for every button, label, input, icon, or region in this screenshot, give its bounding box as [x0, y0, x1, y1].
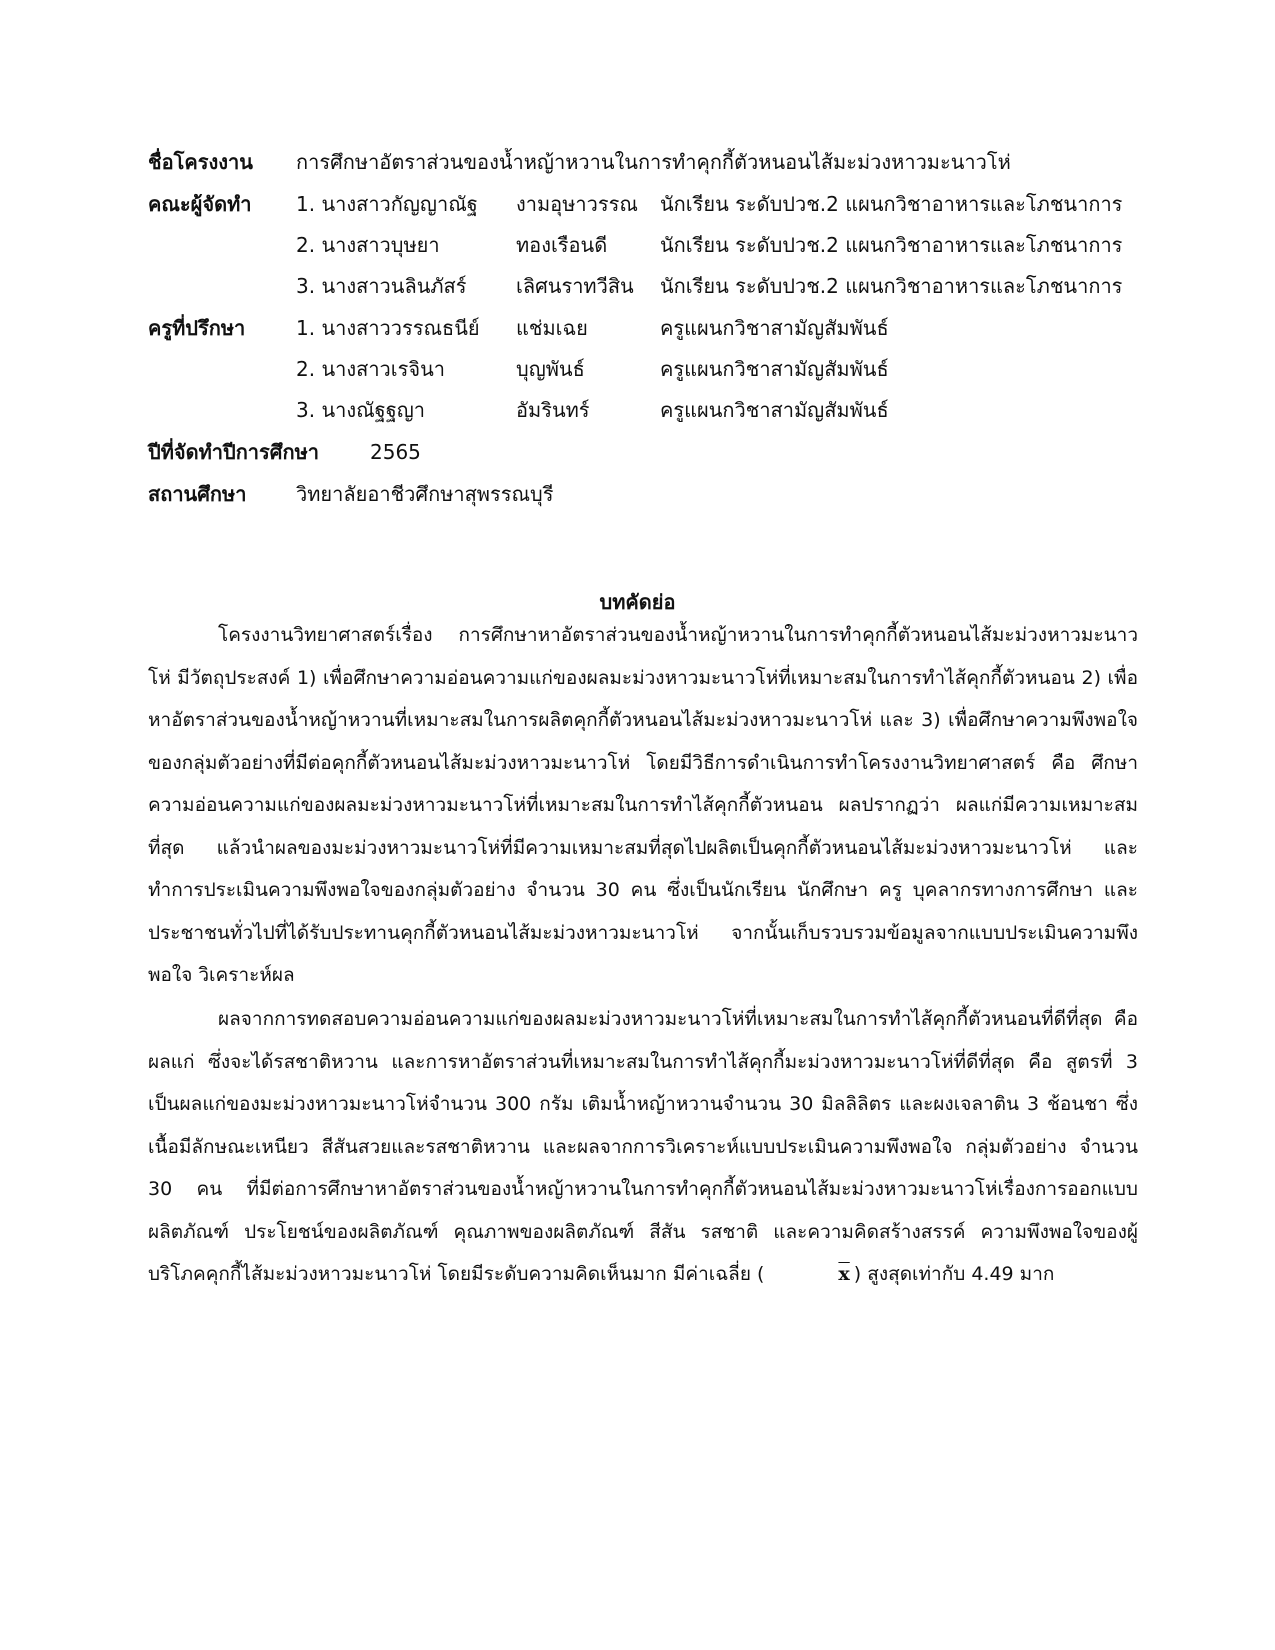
abstract-paragraph-1: โครงงานวิทยาศาสตร์เรื่อง การศึกษาหาอัตราส่วนของน้ำหญ้าหวานในการทำคุกกี้ตัวหนอนไส้มะม่วงหาวมะนาวโห่ มีวัตถุประสงค์ 1) เพื่อศึกษาความอ่อนความแก่ของผลมะม่วงหาวมะนาวโห่ที่เหมาะสมในการทำไส้คุกกี้ตัวหนอน 2) เพื่อหาอัตราส่วนของน้ำหญ้าหวานที่เหมาะสมในการผลิตคุกกี้ตัวหนอนไส้มะม่วงหาวมะนาวโห่ และ 3) เพื่อศึกษาความพึงพอใจของกลุ่มตัวอย่างที่มีต่อคุกกี้ตัวหนอนไส้มะม่วงหาวมะนาวโห่ โดยมีวิธีการดำเนินการทำโครงงานวิทยาศาสตร์ คือ ศึกษาความอ่อนความแก่ของผลมะม่วงหาวมะนาวโห่ที่เหมาะสมในการทำไส้คุกกี้ตัวหนอน ผลปรากฏว่า ผลแก่มีความเหมาะสมที่สุด แล้วนำผลของมะม่วงหาวมะนาวโห่ที่มีความเหมาะสมที่สุดไปผลิตเป็นคุกกี้ตัวหนอนไส้มะม่วงหาวมะนาวโห่ และทำการประเมินความพึงพอใจของกลุ่มตัวอย่าง จำนวน 30 คน ซึ่งเป็นนักเรียน นักศึกษา ครู บุคลากรทางการศึกษา และประชาชนทั่วไปที่ได้รับประทานคุกกี้ตัวหนอนไส้มะม่วงหาวมะนาวโห่ จากนั้นเก็บรวบรวมข้อมูลจากแบบประเมินความพึงพอใจ วิเคราะห์ผล	[148, 624, 1138, 986]
advisor-name: 2. นางสาวเรจินา	[296, 357, 445, 381]
mean-close-paren: )	[853, 1263, 862, 1285]
mean-value-text: สูงสุดเท่ากับ 4.49 มาก	[867, 1263, 1055, 1285]
author-surname: งามอุษาวรรณ	[516, 192, 638, 216]
author-position: นักเรียน ระดับปวช.2 แผนกวิชาอาหารและโภชนาการ	[660, 233, 1123, 257]
project-label: ชื่อโครงงาน	[148, 150, 253, 174]
advisor-position: ครูแผนกวิชาสามัญสัมพันธ์	[660, 316, 889, 340]
author-surname: ทองเรือนดี	[516, 233, 608, 257]
author-surname: เลิศนราทวีสิน	[516, 274, 634, 298]
author-position: นักเรียน ระดับปวช.2 แผนกวิชาอาหารและโภชนาการ	[660, 192, 1123, 216]
author-name: 3. นางสาวนลินภัสร์	[296, 274, 467, 298]
year-label: ปีที่จัดทำปีการศึกษา	[148, 440, 319, 464]
year-value: 2565	[370, 440, 421, 464]
advisor-position: ครูแผนกวิชาสามัญสัมพันธ์	[660, 398, 889, 422]
advisor-name: 1. นางสาววรรณธนีย์	[296, 316, 480, 340]
project-title: การศึกษาอัตราส่วนของน้ำหญ้าหวานในการทำคุกกี้ตัวหนอนไส้มะม่วงหาวมะนาวโห่	[296, 150, 1011, 174]
mean-open-paren: (	[757, 1263, 765, 1285]
advisor-surname: บุญพันธ์	[516, 357, 585, 381]
abstract-title: บทคัดย่อ	[599, 590, 676, 614]
author-position: นักเรียน ระดับปวช.2 แผนกวิชาอาหารและโภชนาการ	[660, 274, 1123, 298]
institution-value: วิทยาลัยอาชีวศึกษาสุพรรณบุรี	[296, 482, 554, 506]
advisor-surname: อัมรินทร์	[516, 398, 590, 422]
authors-label: คณะผู้จัดทำ	[148, 192, 252, 216]
advisor-position: ครูแผนกวิชาสามัญสัมพันธ์	[660, 357, 889, 381]
advisors-label: ครูที่ปรึกษา	[148, 316, 246, 340]
advisor-surname: แช่มเฉย	[516, 316, 588, 340]
abstract-paragraph-2-text: ผลจากการทดสอบความอ่อนความแก่ของผลมะม่วงหาวมะนาวโห่ที่เหมาะสมในการทำไส้คุกกี้ตัวหนอนที่ดีที่สุด คือ ผลแก่ ซึ่งจะได้รสชาติหวาน และการหาอัตราส่วนที่เหมาะสมในการทำไส้คุกกี้มะม่วงหาวมะนาวโห่ที่ดีที่สุด คือ สูตรที่ 3 เป็นผลแก่ของมะม่วงหาวมะนาวโห่จำนวน 300 กรัม เติมน้ำหญ้าหวานจำนวน 30 มิลลิลิตร และผงเจลาติน 3 ช้อนชา ซึ่งเนื้อมีลักษณะเหนียว สีสันสวยและรสชาติหวาน และผลจากการวิเคราะห์แบบประเมินความพึงพอใจ กลุ่มตัวอย่าง จำนวน 30 คน ที่มีต่อการศึกษาหาอัตราส่วนของน้ำหญ้าหวานในการทำคุกกี้ตัวหนอนไส้มะม่วงหาวมะนาวโห่เรื่องการออกแบบผลิตภัณฑ์ ประโยชน์ของผลิตภัณฑ์ คุณภาพของผลิตภัณฑ์ สีสัน รสชาติ และความคิดสร้างสรรค์ ความพึงพอใจของผู้บริโภคคุกกี้ไส้มะม่วงหาวมะนาวโห่ โดยมีระดับความคิดเห็นมาก มีค่าเฉลี่ย	[148, 1008, 1138, 1285]
mean-x-bar-symbol: $\overline{x}$	[838, 1263, 850, 1285]
institution-label: สถานศึกษา	[148, 482, 247, 506]
author-name: 2. นางสาวบุษยา	[296, 233, 440, 257]
abstract-paragraph-2	[148, 998, 1138, 1296]
advisor-name: 3. นางณัฐฐญา	[296, 398, 426, 422]
author-name: 1. นางสาวกัญญาณัฐ	[296, 192, 478, 216]
